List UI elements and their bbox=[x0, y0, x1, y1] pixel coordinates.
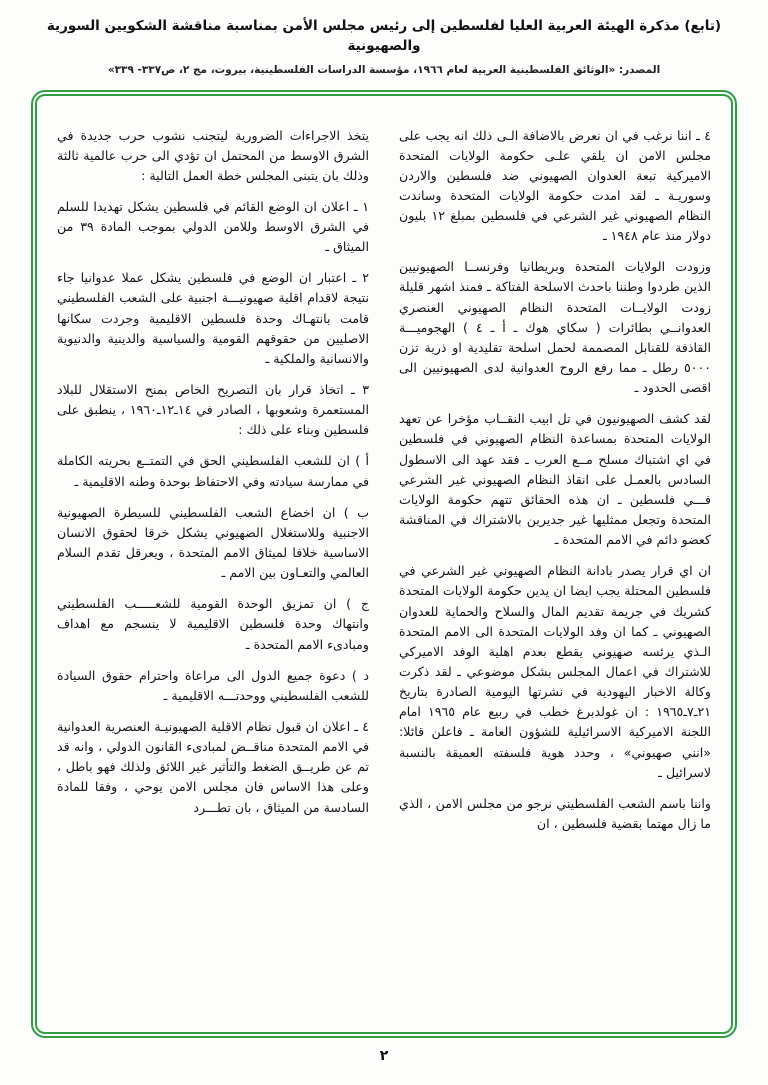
paragraph: ٢ ـ اعتبار ان الوضع في فلسطين يشكل عملا عدوانيا جاء نتيجة لاقدام اقلية صهيونيـــة اجنبية على الشعب الفلسطيني قامت بانتهـاك وحدة فلسطين الاقليمية وجردت سكانها الاصليين من حقوقهم القومية والسياسية والدينية والدنيوية والانسانية والملكية ـ bbox=[57, 270, 369, 366]
paragraph: ب ) ان اخضاع الشعب الفلسطيني للسيطرة الصهيونية الاجنبية وللاستغلال الصهيوني يشكل خرقا لحقوق الانسان الاساسية خلافا لميثاق الامم المتحدة ، ويعرقل تقدم السلام العالمي والتعـاون بين الامم ـ bbox=[57, 504, 369, 581]
paragraph: ج ) ان تمزيق الوحدة القومية للشعـــــب الفلسطيني وانتهاك وحدة فلسطين الاقليمية لا ينسجم مع اهداف ومبادىء الامم المتحدة ـ bbox=[57, 596, 369, 652]
paragraph: لقد كشف الصهيونيون في تل ابيب النقــاب مؤخرا عن تعهد الولايات المتحدة بمساعدة النظام الصهيوني في فلسطين في اي اشتباك مسلح مــع العرب ـ فقد عهد الى الاسطول السادس بالعمـل على انقاذ النظام الصهيوني غير الشرعي فـــي فلسطين ـ ان هذه الحقائق تتهم حكومة الولايات المتحدة وتجعل ممثليها غير جديرين بالاشتراك في المناقشة كعضو دائم في الامم المتحدة ـ bbox=[399, 411, 711, 548]
paragraph: وزودت الولايات المتحدة وبريطانيا وفرنســا الصهيونيين الذين طردوا وطننا باحدث الاسلحة الفتاكة ـ فمنذ اشهر قليلة زودت الولايــات المتحدة النظام الصهيوني العنصري العدوانــي بطائرات ( سكاي هوك ـ أ ـ ٤ ) الهجوميـــة القاذفة للقنابل المصممة لحمل اسلحة تقليدية او ذرية تزن ٥٠٠٠ رطل ـ مما رفع الروح العدوانية لدى الصهيونيين الى اقصى الحدود ـ bbox=[399, 259, 711, 396]
paragraph: ٣ ـ اتخاذ قرار بان التصريح الخاص بمنح الاستقلال للبلاد المستعمرة وشعوبها ، الصادر في ١٤ـ١٢ـ١٩٦٠ ، ينطبق على فلسطين وبناء على ذلك : bbox=[57, 382, 369, 438]
paragraph: ٤ ـ اننا نرغب في ان نعرض بالاضافة الـى ذلك انه يجب على مجلس الامن ان يلقي علـى حكومة الولايات المتحدة الاميركية تبعة العدوان الصهيوني ضد فلسطين والاردن وسوريـة ـ لقد امدت حكومة الولايات المتحدة وساندت النظام الصهيوني غير الشرعي في فلسطين بمبلغ ١٢ بليون دولار منذ عام ١٩٤٨ ـ bbox=[399, 127, 711, 244]
document-title: (تابع) مذكرة الهيئة العربية العليا لفلسطين إلى رئيس مجلس الأمن بمناسبة مناقشة الشكويين السورية والصهيونية bbox=[46, 18, 722, 55]
document-header bbox=[0, 0, 768, 76]
paragraph: يتخذ الاجراءات الضرورية ليتجنب نشوب حرب جديدة في الشرق الاوسط من المحتمل ان تؤدي الى حرب عالمية ثالثة وذلك بان يتبنى المجلس خطة العمل التالية : bbox=[57, 127, 369, 183]
text-columns bbox=[57, 126, 711, 1012]
paragraph: واننا باسم الشعب الفلسطيني نرجو من مجلس الامن ، الذي ما زال مهتما بقضية فلسطين ، ان bbox=[399, 795, 711, 831]
paragraph: ان اي قرار يصدر بادانة النظام الصهيوني غير الشرعي في فلسطين المحتلة يجب ايضا ان يدين حكومة الولايات المتحدة كشريك في جريمة تقديم المال والسلاح والحماية للعدوان الصهيوني ـ كما ان وفد الولايات المتحدة الى الامم المتحدة الـذي يرئسه صهيوني يقطع بعدم اهلية الوفد الاميركي للاشتراك في اعمال المجلس بشكل موضوعي ـ لقد ذكرت وكالة الاخبار اليهودية في نشرتها اليومية الصادرة بتاريخ ٢١ـ٧ـ١٩٦٥ : ان غولدبرغ خطب في ربيع عام ١٩٦٥ امام اللجنة الاميركية الاسرائيلية للشؤون العامة ـ فاعلن قائلا: «انني صهيوني» ، وحدد هوية فلسفته العميقة بالنسبة لاسرائيل ـ bbox=[399, 563, 712, 780]
document-source-line: المصدر: «الوثائق الفلسطينية العربية لعام ١٩٦٦، مؤسسة الدراسات الفلسطينية، بيروت، مج ٢، ص٣٣٧- ٣٣٩» bbox=[107, 63, 661, 76]
column-left bbox=[57, 126, 369, 1012]
page-number: ٢ bbox=[379, 1047, 389, 1064]
green-border-frame bbox=[31, 90, 737, 1038]
column-right bbox=[399, 126, 711, 1012]
paragraph: ٤ ـ اعلان ان قبول نظام الاقلية الصهيونيـة العنصرية العدوانية في الامم المتحدة مناقــض لمبادىء القانون الدولي ، وانه قد تم عن طريــق الضغط والتأثير غير اللائق ولذلك فهو باطل ، وعلى هذا الاساس فان مجلس الامن يوحي ، وفقا للمادة السادسة من الميثاق ، بان تطـــرد bbox=[57, 719, 369, 815]
paragraph: أ ) ان للشعب الفلسطيني الحق في التمتــع بحريته الكاملة في ممارسة سيادته وفي الاحتفاظ بوحدة وطنه الاقليمية ـ bbox=[57, 453, 369, 489]
paragraph: ١ ـ اعلان ان الوضع القائم في فلسطين يشكل تهديدا للسلم في الشرق الاوسط وللامن الدولي بموجب المادة ٣٩ من الميثاق ـ bbox=[57, 198, 369, 255]
paragraph: د ) دعوة جميع الدول الى مراعاة واحترام حقوق السيادة للشعب الفلسطيني ووحدتـــه الاقليمية ـ bbox=[57, 667, 369, 703]
